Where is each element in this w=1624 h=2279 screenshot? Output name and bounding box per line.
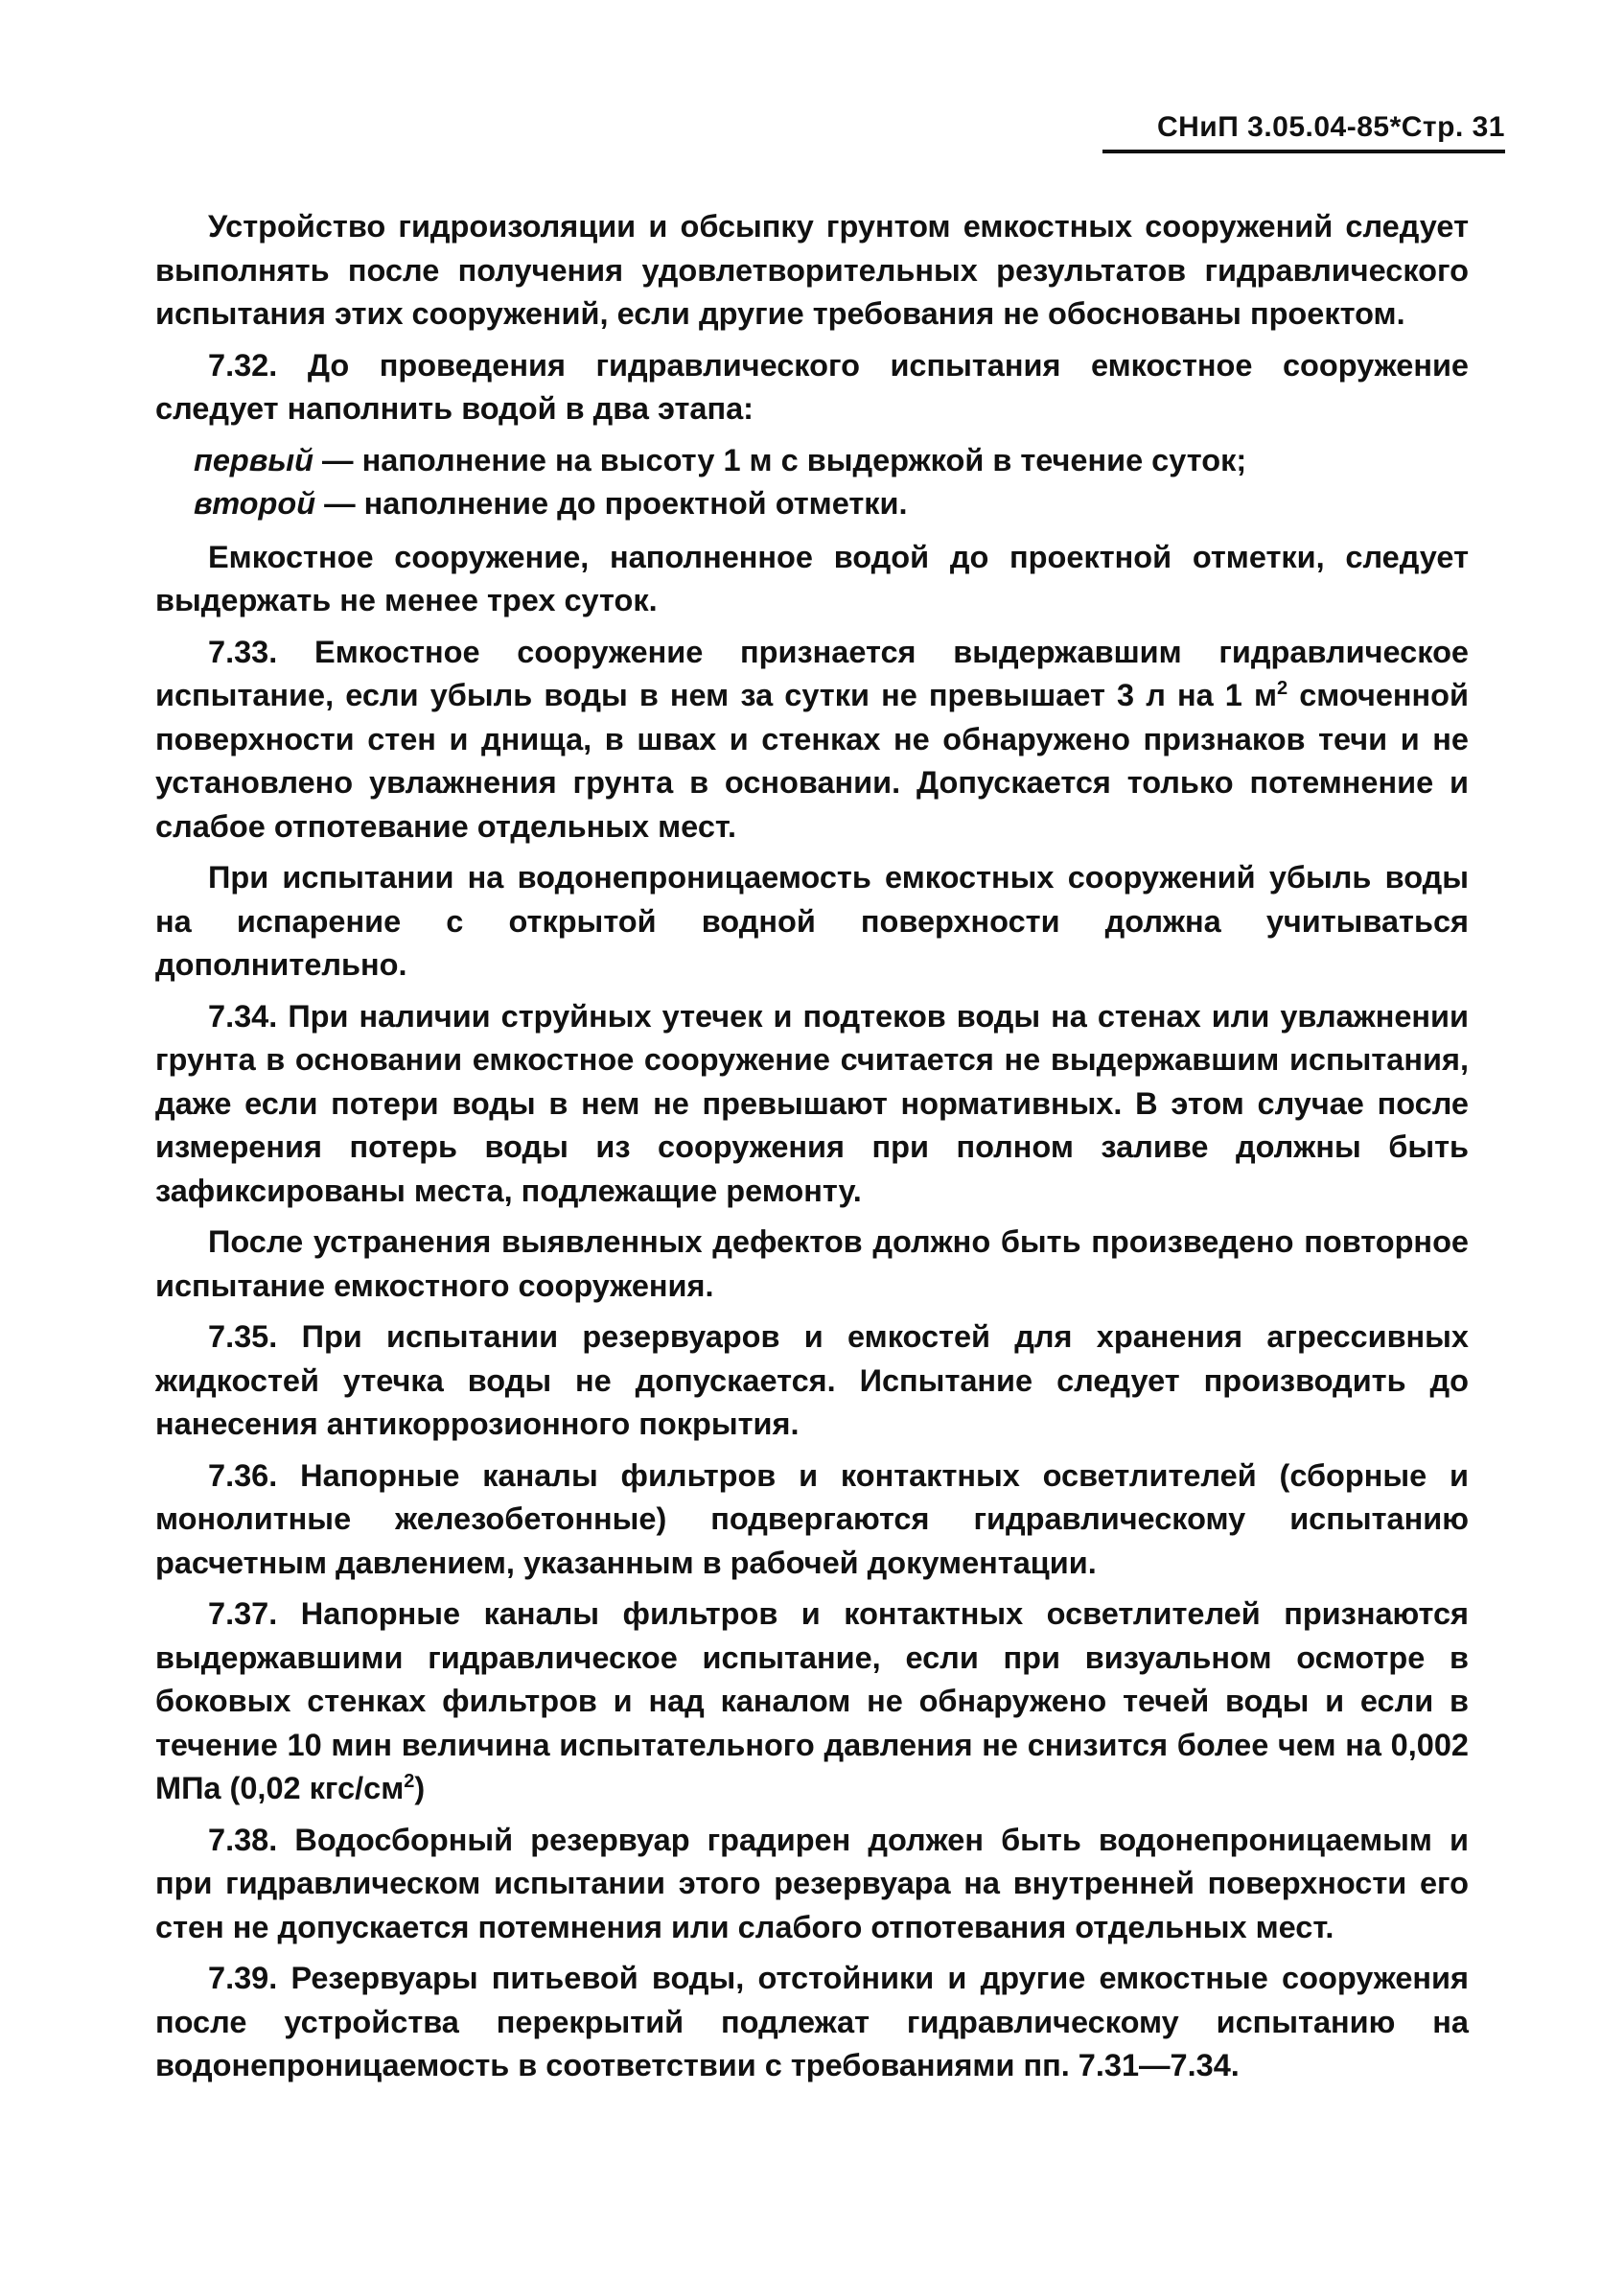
clause-number: 7.36.: [208, 1457, 278, 1493]
clause-7-36: [155, 1454, 1469, 1586]
clause-7-32: [155, 344, 1469, 431]
stage-label: второй: [194, 486, 316, 521]
clause-number: 7.39.: [208, 1961, 278, 1995]
clause-7-35: [155, 1315, 1469, 1447]
clause-number: 7.34.: [208, 998, 278, 1034]
clause-number: 7.37.: [208, 1596, 278, 1631]
paragraph: После устранения выявленных дефектов должно быть произведено повторное испытание емкостного сооружения.: [155, 1224, 1469, 1303]
clause-7-38: [155, 1819, 1469, 1950]
paragraph: Емкостное сооружение, наполненное водой до проектной отметки, следует выдержать не менее трех суток.: [155, 539, 1469, 617]
clause-text: Напорные каналы фильтров и контактных осветлителей признаются выдержавшими гидравлическое испытание, если при визуальном осмотре в боковых стенках фильтров и над каналом не обнаружено течей воды и если в течение 10 мин величина испытательного давления не снизится более чем на 0,002 МПа (0,02 кгс/см: [155, 1596, 1469, 1805]
clause-7-33: [155, 631, 1469, 849]
clause-text: При испытании резервуаров и емкостей для хранения агрессивных жидкостей утечка воды не допускается. Испытание следует производить до нанесения антикоррозионного покрытия.: [155, 1319, 1470, 1441]
clause-text: Емкостное сооружение признается выдержавшим гидравлическое испытание, если убыль воды в нем за сутки не превышает 3 л на 1 м: [155, 634, 1469, 712]
clause-number: 7.32.: [208, 347, 278, 383]
clause-text: Резервуары питьевой воды, отстойники и другие емкостные сооружения после устройства перекрытий подлежат гидравлическому испытанию на водонепроницаемость в соответствии с требованиями пп. 7.31—7.34.: [155, 1961, 1469, 2082]
clause-text: смоченной поверхности стен и днища, в швах и стенках не обнаружено признаков течи и не установлено увлажнения грунта в основании. Допускается только потемнение и слабое отпотевание отдельных мест.: [155, 678, 1470, 844]
document-body: [155, 205, 1469, 2096]
clause-text: ): [414, 1771, 426, 1805]
clause-7-34: [155, 995, 1469, 1214]
page-header: СНиП 3.05.04-85*Стр. 31: [1102, 111, 1505, 153]
clause-7-39: [155, 1957, 1469, 2088]
superscript: 2: [1277, 678, 1288, 699]
superscript: 2: [404, 1771, 415, 1792]
stage-item: [155, 439, 1469, 483]
paragraph: Устройство гидроизоляции и обсыпку грунтом емкостных сооружений следует выполнять после получения удовлетворительных результатов гидравлического испытания этих сооружений, если другие требования не обоснованы проектом.: [155, 209, 1469, 331]
stage-text: — наполнение до проектной отметки.: [315, 486, 908, 521]
stage-label: первый: [194, 442, 314, 477]
clause-text: При наличии струйных утечек и подтеков воды на стенах или увлажнении грунта в основании емкостное сооружение считается не выдержавшим испытания, даже если потери воды в нем не превышают нормативных. В этом случае после измерения потерь воды из сооружения при полном заливе должны быть зафиксированы места, подлежащие ремонту.: [155, 998, 1470, 1208]
clause-number: 7.35.: [208, 1319, 278, 1354]
stage-item: [155, 482, 1469, 526]
clause-text: До проведения гидравлического испытания емкостное сооружение следует наполнить водой в два этапа:: [155, 347, 1470, 426]
clause-number: 7.33.: [208, 634, 278, 669]
clause-7-37: [155, 1593, 1469, 1811]
clause-number: 7.38.: [208, 1822, 278, 1857]
stage-text: — наполнение на высоту 1 м с выдержкой в течение суток;: [313, 442, 1247, 477]
paragraph: При испытании на водонепроницаемость емкостных сооружений убыль воды на испарение с открытой водной поверхности должна учитываться дополнительно.: [155, 860, 1469, 982]
clause-text: Водосборный резервуар градирен должен быть водонепроницаемым и при гидравлическом испытании этого резервуара на внутренней поверхности его стен не допускается потемнения или слабого отпотевания отдельных мест.: [155, 1822, 1469, 1944]
clause-text: Напорные каналы фильтров и контактных осветлителей (сборные и монолитные железобетонные) подвергаются гидравлическому испытанию расчетным давлением, указанным в рабочей документации.: [155, 1457, 1469, 1580]
